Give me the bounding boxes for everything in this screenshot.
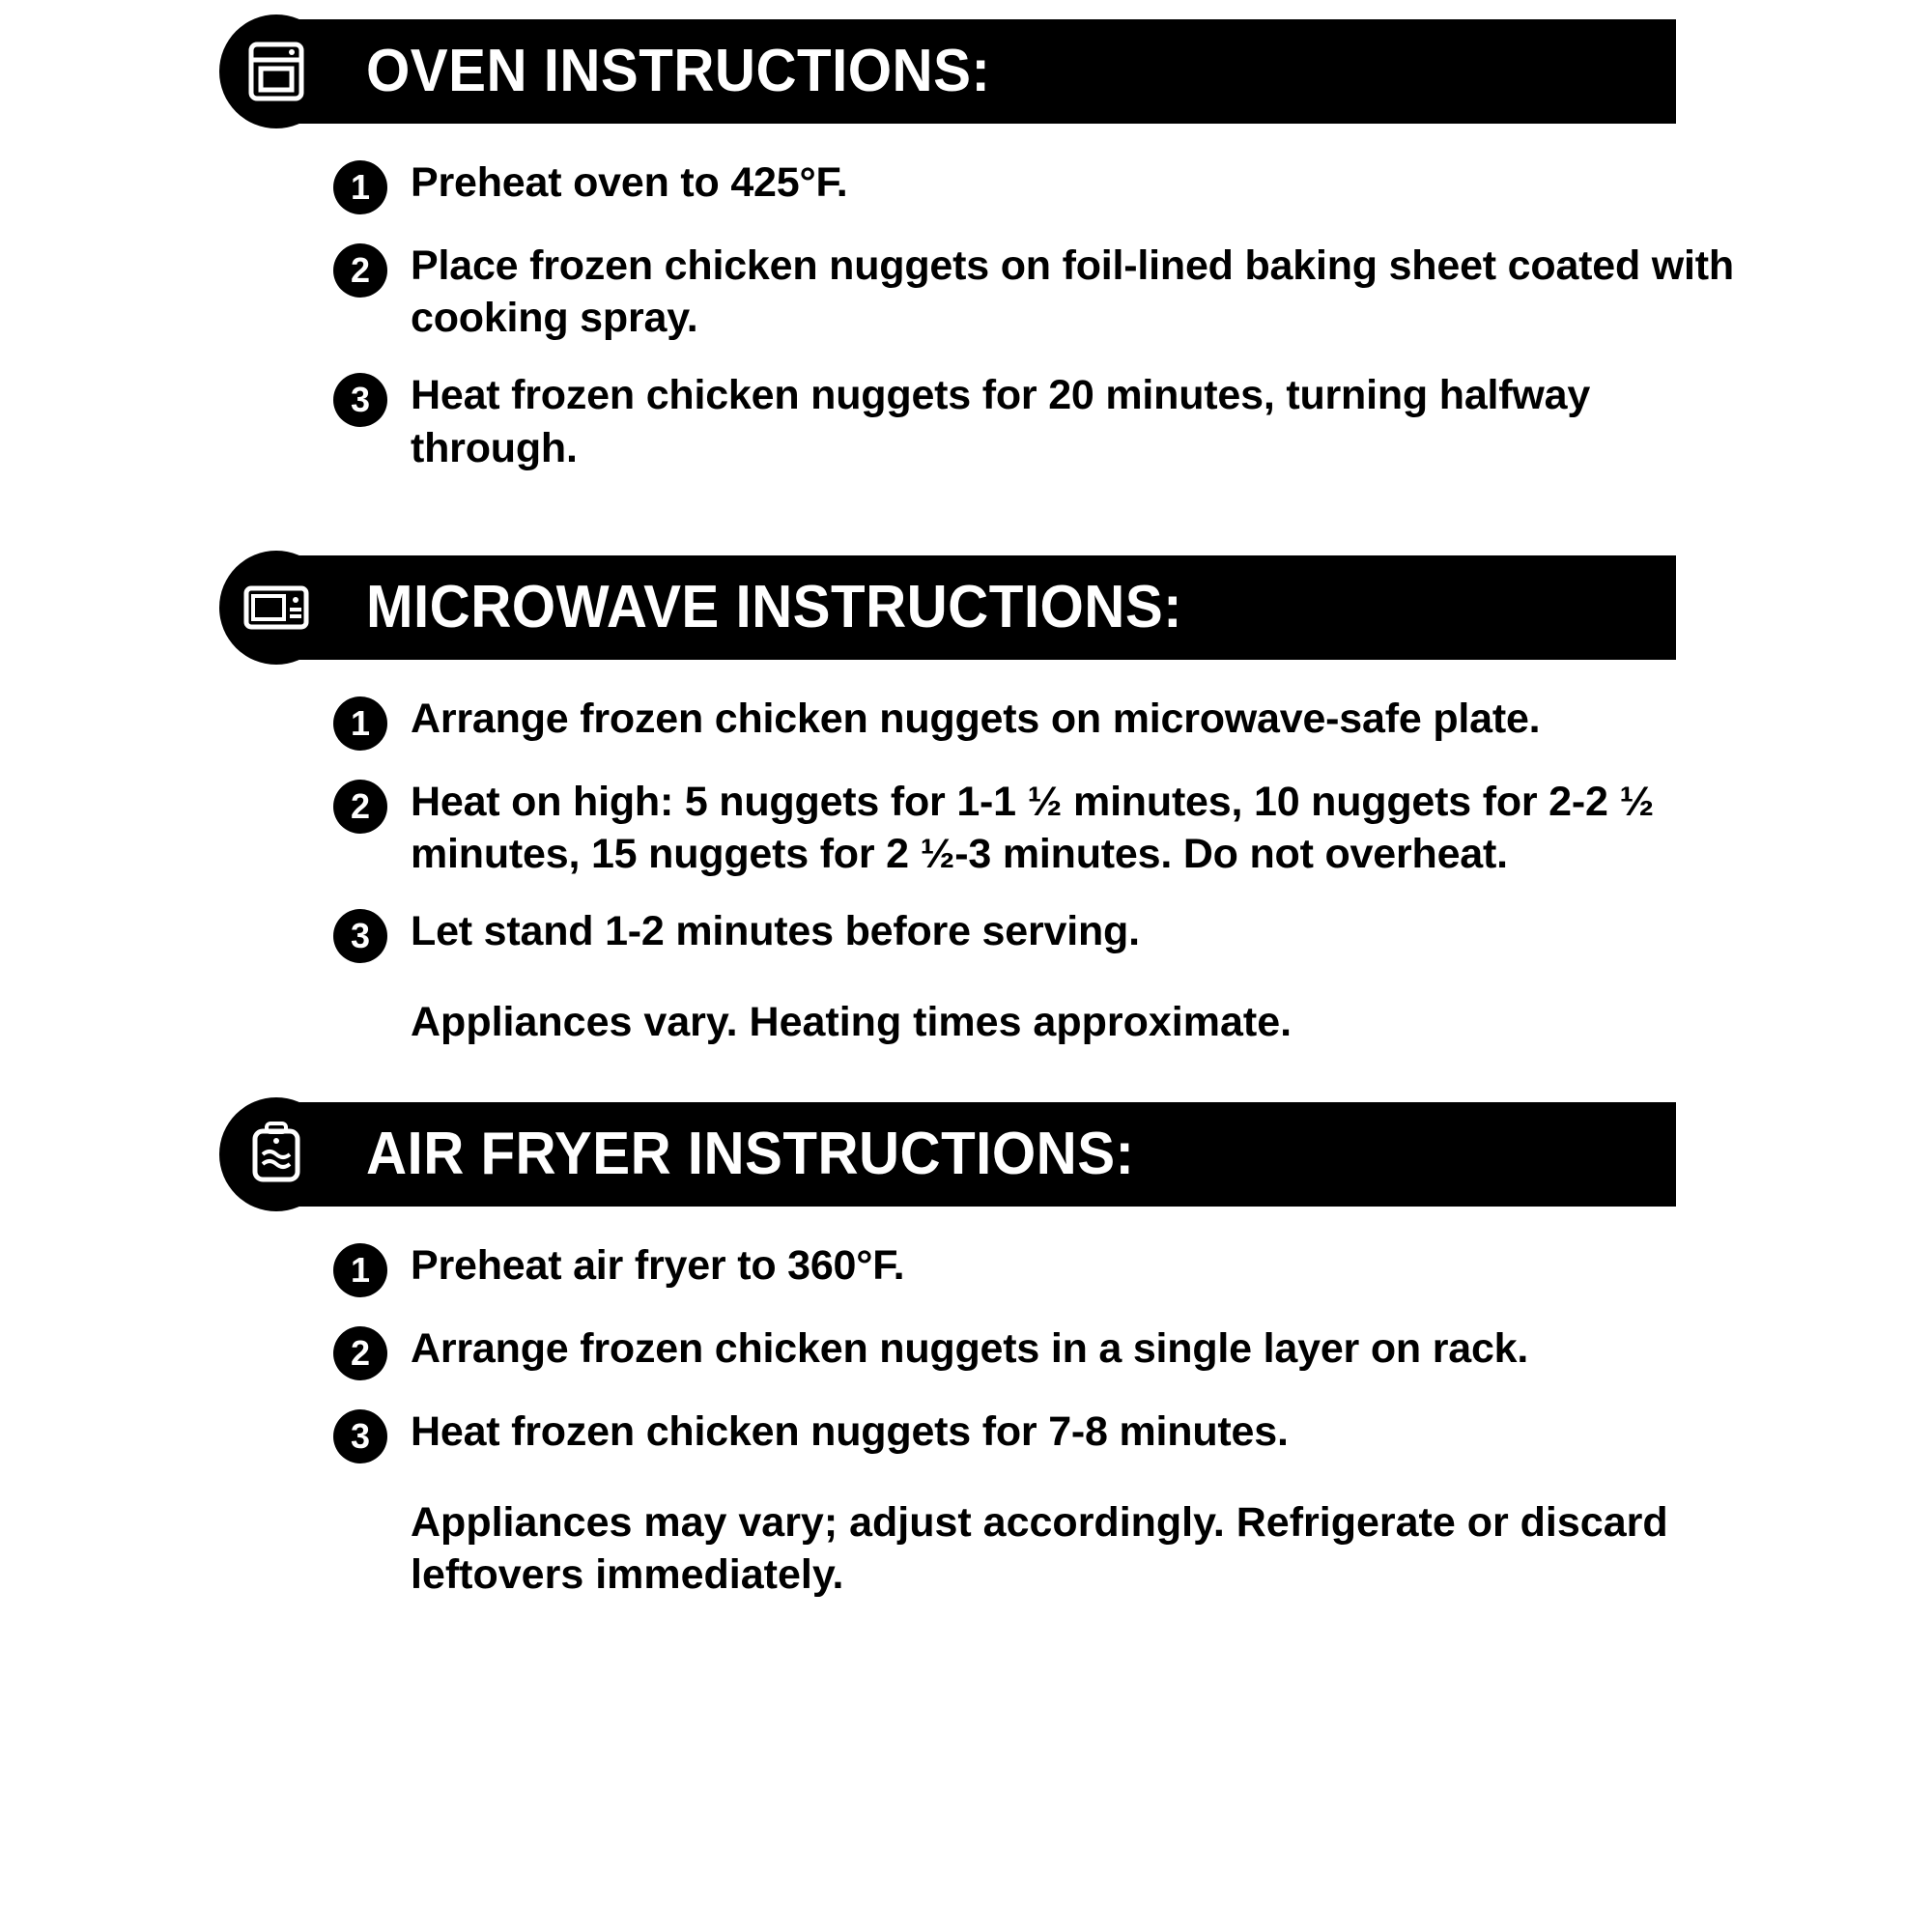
air-fryer-icon [219, 1097, 333, 1211]
section-microwave [0, 555, 1932, 1049]
section-air-fryer [0, 1102, 1932, 1601]
step-text: Heat frozen chicken nuggets for 7-8 minutes. [411, 1408, 1289, 1456]
section-header-air-fryer [285, 1102, 1676, 1207]
step-number: 3 [333, 1409, 387, 1463]
step-text: Place frozen chicken nuggets on foil-lined baking sheet coated with cooking spray. [411, 242, 1734, 342]
section-header-oven [285, 19, 1676, 124]
list-item [333, 240, 1758, 344]
list-item [333, 369, 1758, 473]
step-number: 2 [333, 1326, 387, 1380]
list-item [333, 1406, 1758, 1463]
step-number: 1 [333, 696, 387, 751]
section-oven [0, 19, 1932, 474]
steps-oven [0, 156, 1932, 474]
step-number: 1 [333, 1243, 387, 1297]
step-text: Arrange frozen chicken nuggets in a single layer on rack. [411, 1325, 1529, 1373]
section-title-microwave: MICROWAVE INSTRUCTIONS: [366, 573, 1183, 640]
oven-icon [219, 14, 333, 128]
step-number: 2 [333, 243, 387, 298]
step-text: Let stand 1-2 minutes before serving. [411, 908, 1140, 955]
step-text: Heat frozen chicken nuggets for 20 minutes, turning halfway through. [411, 372, 1591, 471]
list-item [333, 1322, 1758, 1380]
steps-microwave [0, 693, 1932, 1049]
section-divider-space [0, 499, 1932, 555]
list-item [333, 693, 1758, 751]
list-item [333, 1239, 1758, 1297]
section-title-air-fryer: AIR FRYER INSTRUCTIONS: [366, 1121, 1135, 1188]
section-divider-space [0, 1048, 1932, 1102]
section-note-microwave: Appliances vary. Heating times approximate. [411, 999, 1293, 1046]
microwave-icon [219, 551, 333, 665]
step-number: 3 [333, 373, 387, 427]
list-item [333, 156, 1758, 214]
step-number: 1 [333, 160, 387, 214]
step-number: 3 [333, 909, 387, 963]
list-item [333, 776, 1758, 880]
section-note-air-fryer: Appliances may vary; adjust accordingly. Refrigerate or discard leftovers immediately. [411, 1499, 1668, 1599]
step-number: 2 [333, 780, 387, 834]
step-text: Arrange frozen chicken nuggets on microwave-safe plate. [411, 695, 1541, 742]
list-item [333, 905, 1758, 963]
step-text: Heat on high: 5 nuggets for 1-1 ½ minutes, 10 nuggets for 2-2 ½ minutes, 15 nuggets for 2 ½-3 minutes. Do not overheat. [411, 778, 1655, 877]
step-text: Preheat oven to 425°F. [411, 159, 848, 206]
step-text: Preheat air fryer to 360°F. [411, 1242, 905, 1290]
section-header-microwave [285, 555, 1676, 660]
section-title-oven: OVEN INSTRUCTIONS: [366, 38, 991, 104]
steps-air-fryer [0, 1239, 1932, 1601]
